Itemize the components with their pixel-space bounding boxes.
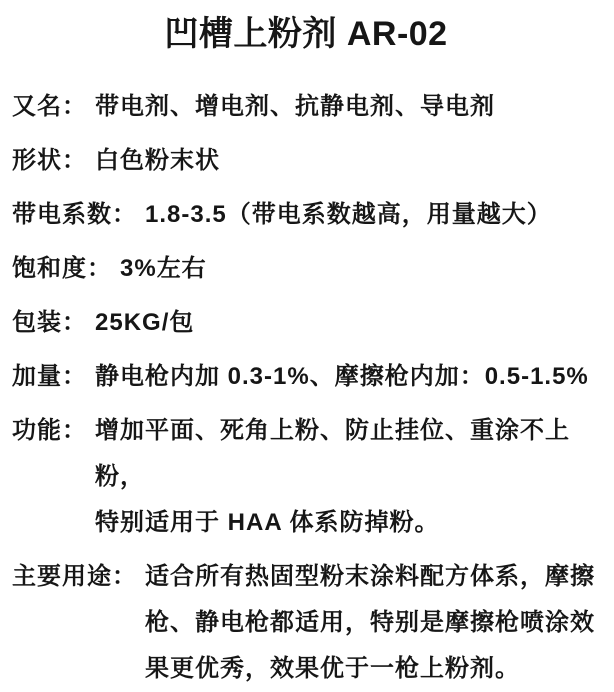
field-value: 白色粉末状 [95, 147, 220, 174]
field-label: 带电系数： [12, 201, 137, 228]
field-value: 25KG/包 [95, 309, 195, 336]
field-label: 形状： [12, 147, 87, 174]
page-title: 凹槽上粉剂 AR-02 [164, 15, 448, 53]
field-label: 功能： [12, 417, 87, 444]
spec-row-dosage [12, 354, 600, 400]
spec-row-shape [12, 138, 600, 184]
spec-row-packaging [12, 300, 600, 346]
field-label: 饱和度： [12, 255, 112, 282]
spec-row-saturation [12, 246, 600, 292]
field-label: 主要用途： [12, 563, 137, 590]
field-value: 静电枪内加 0.3-1%、摩擦枪内加：0.5-1.5% [95, 363, 589, 390]
spec-row-alias [12, 84, 600, 130]
field-value-line: 特别适用于 HAA 体系防掉粉。 [95, 509, 440, 536]
spec-row-function [12, 408, 600, 546]
field-value-line: 枪、静电枪都适用，特别是摩擦枪喷涂效 [145, 609, 595, 636]
field-value [145, 554, 600, 692]
field-value-line: 增加平面、死角上粉、防止挂位、重涂不上粉， [95, 417, 570, 490]
field-label: 又名： [12, 93, 87, 120]
spec-row-charge-coefficient [12, 192, 600, 238]
field-label: 加量： [12, 363, 87, 390]
spec-row-main-uses [12, 554, 600, 692]
field-label: 包装： [12, 309, 87, 336]
field-value: 带电剂、增电剂、抗静电剂、导电剂 [95, 93, 495, 120]
field-value-line: 果更优秀，效果优于一枪上粉剂。 [145, 655, 520, 682]
field-value: 3%左右 [120, 255, 207, 282]
field-value-line: 适合所有热固型粉末涂料配方体系，摩擦 [145, 563, 595, 590]
field-value: 1.8-3.5（带电系数越高，用量越大） [145, 201, 552, 228]
field-value [95, 408, 600, 546]
